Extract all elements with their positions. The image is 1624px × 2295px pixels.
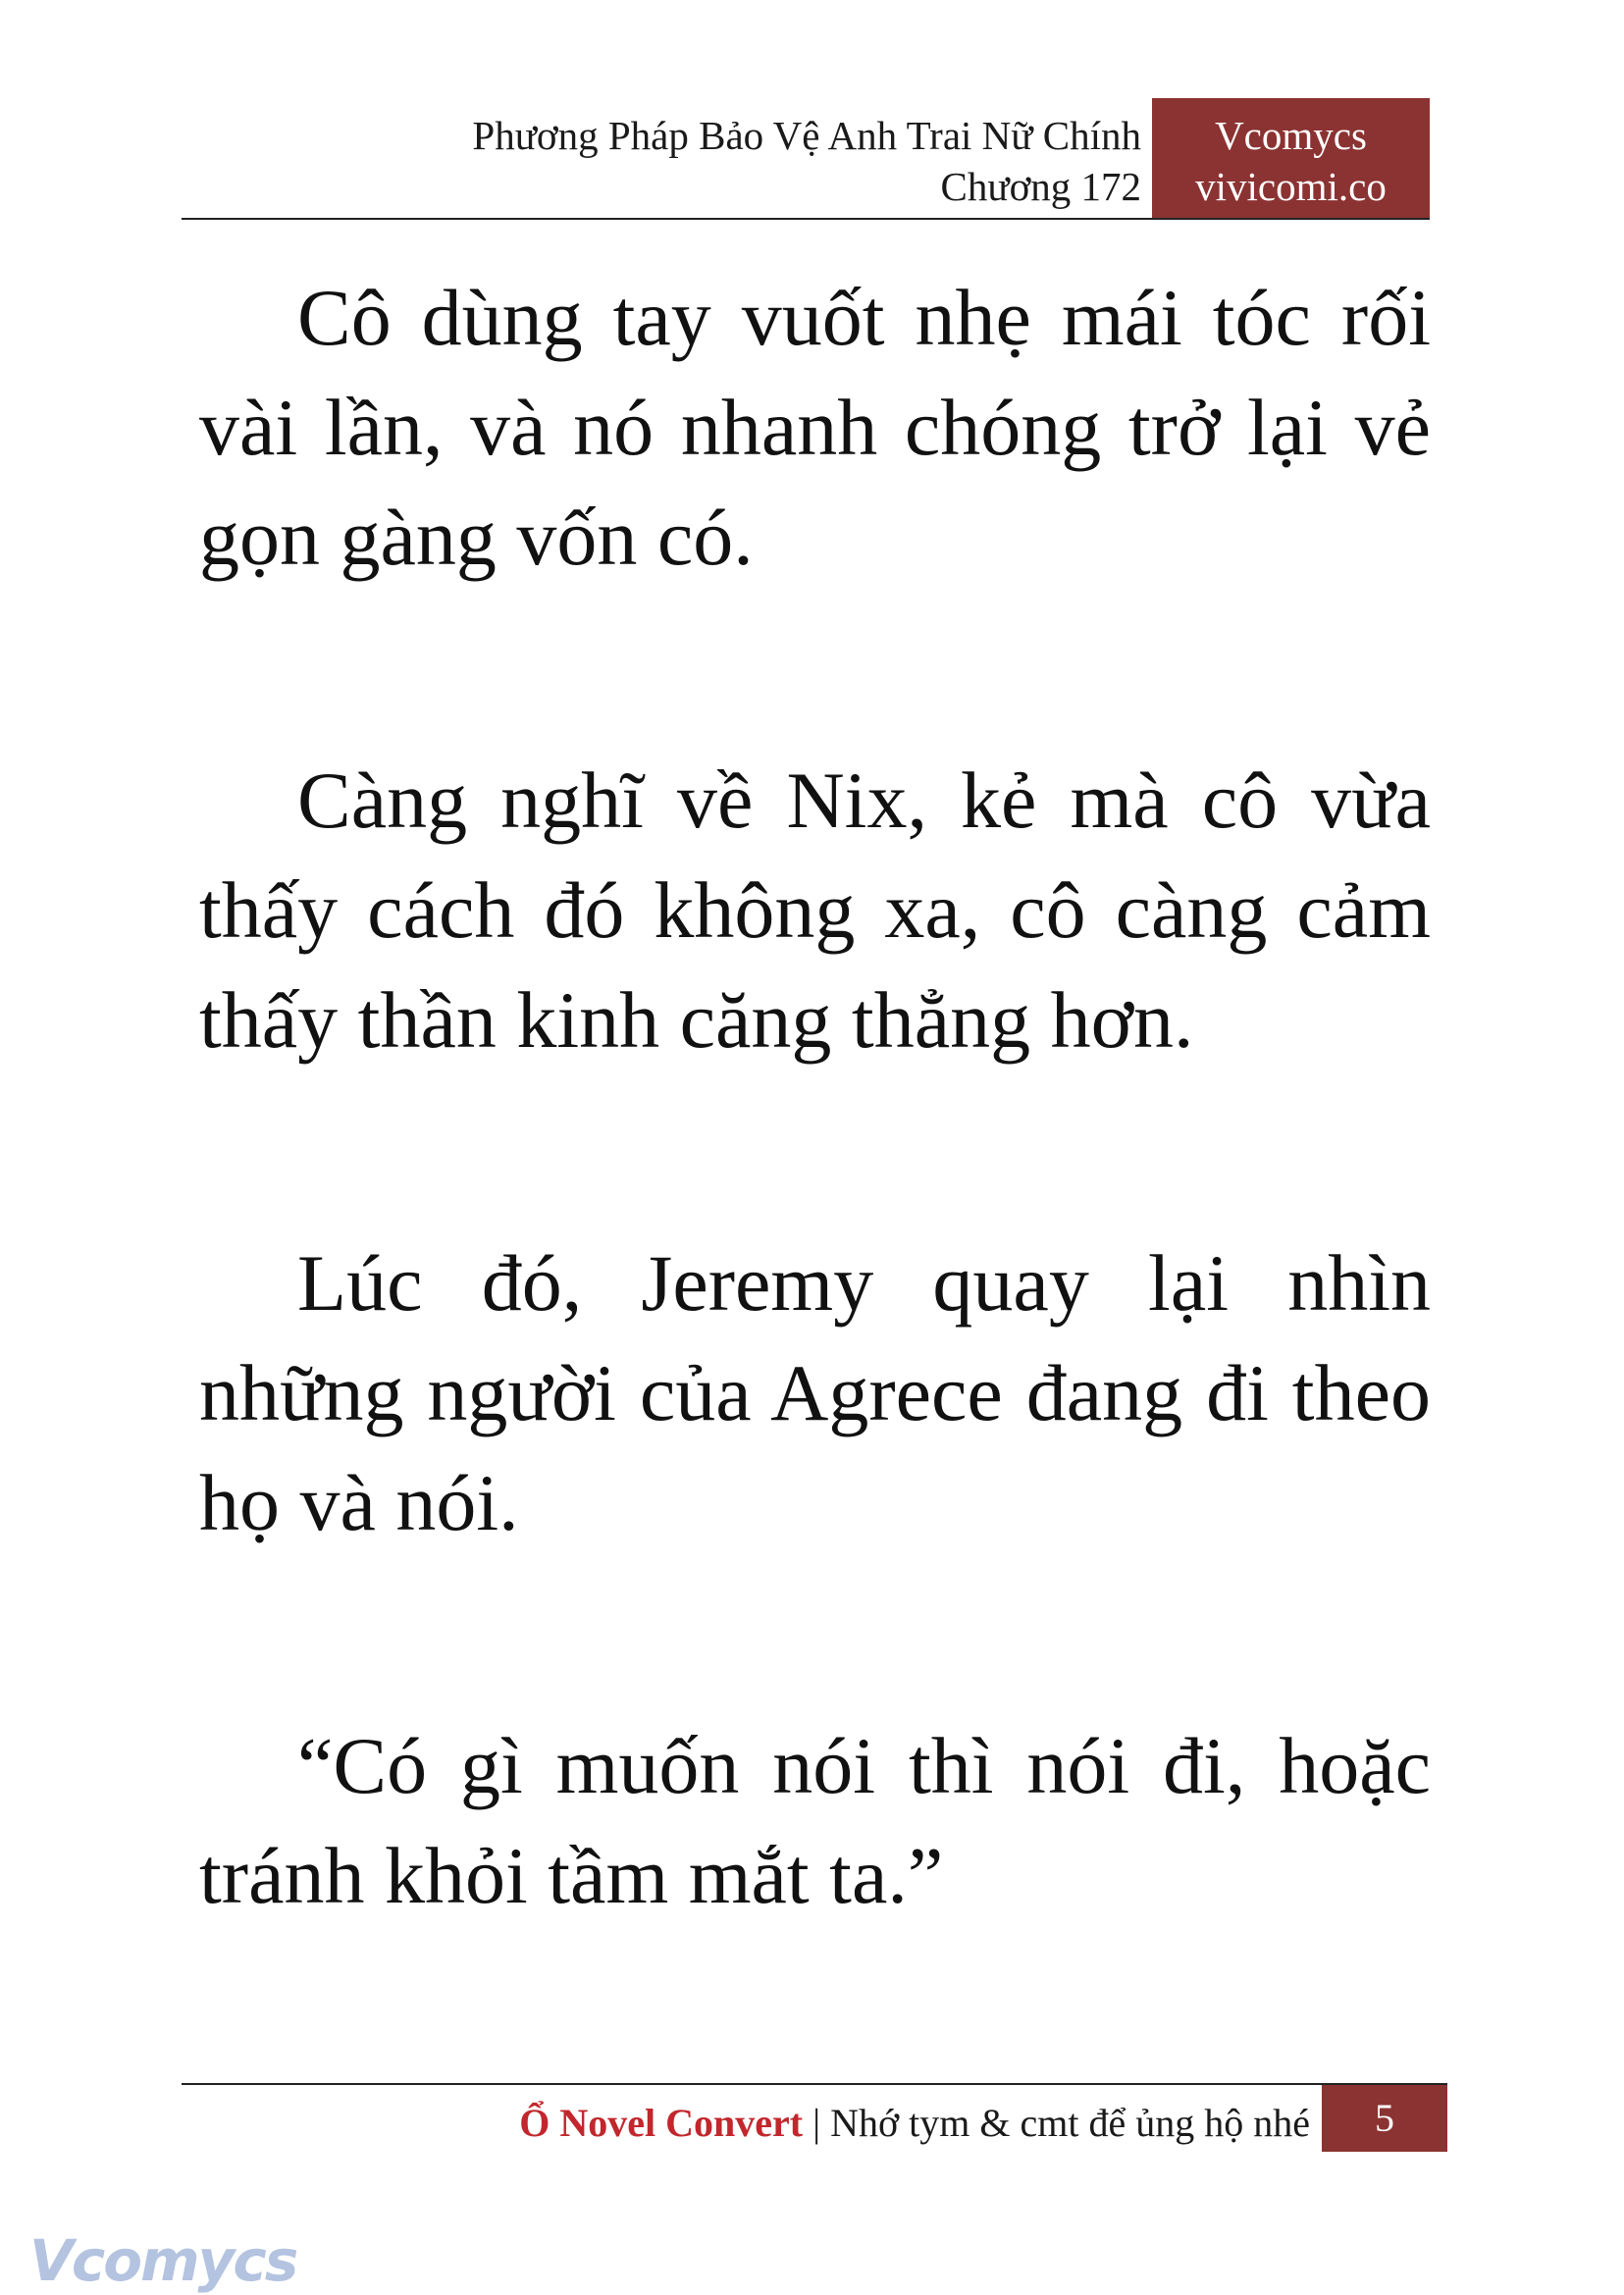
page-header xyxy=(472,110,1141,212)
site-badge xyxy=(1152,98,1430,220)
paragraph: Càng nghĩ về Nix, kẻ mà cô vừa thấy cách đó không xa, cô càng cảm thấy thần kinh căng thẳng hơn. xyxy=(199,756,1431,1065)
chapter-body xyxy=(199,263,1431,2084)
header-divider xyxy=(182,218,1430,220)
footer-separator: | xyxy=(812,2101,821,2145)
site-badge-url: vivicomi.co xyxy=(1195,164,1387,209)
page-footer xyxy=(519,2098,1310,2149)
site-badge-name: Vcomycs xyxy=(1215,113,1367,158)
footer-message: Nhớ tym & cmt để ủng hộ nhé xyxy=(830,2101,1310,2145)
chapter-label: Chương 172 xyxy=(940,164,1141,209)
book-title: Phương Pháp Bảo Vệ Anh Trai Nữ Chính xyxy=(472,113,1141,158)
paragraph: “Có gì muốn nói thì nói đi, hoặc tránh khỏi tầm mắt ta.” xyxy=(199,1721,1431,1920)
watermark-logo: Vcomycs xyxy=(29,2227,297,2294)
paragraph: Lúc đó, Jeremy quay lại nhìn những người của Agrece đang đi theo họ và nói. xyxy=(199,1238,1431,1547)
paragraph: Cô dùng tay vuốt nhẹ mái tóc rối vài lần, và nó nhanh chóng trở lại vẻ gọn gàng vốn có. xyxy=(199,273,1431,582)
footer-brand: Ổ Novel Convert xyxy=(519,2101,804,2145)
footer-divider xyxy=(182,2083,1447,2085)
page-number: 5 xyxy=(1322,2085,1447,2152)
